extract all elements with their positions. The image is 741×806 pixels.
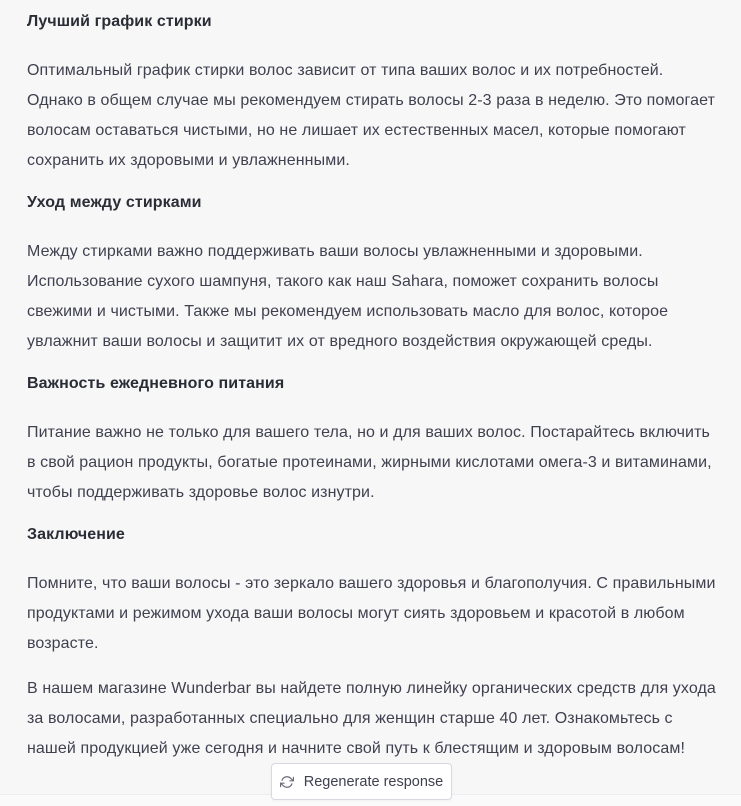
section-heading: Заключение <box>27 526 125 543</box>
paragraph: Помните, что ваши волосы - это зеркало вашего здоровья и благополучия. С правильными продуктами и режимом ухода ваши волосы могут сиять здоровьем и красотой в любом возрасте. <box>27 575 716 652</box>
paragraph: Питание важно не только для вашего тела, но и для ваших волос. Постарайтесь включить в свой рацион продукты, богатые протеинами, жирными кислотами омега-3 и витаминами, чтобы поддерживать здоровье волос изнутри. <box>27 424 712 501</box>
paragraph: В нашем магазине Wunderbar вы найдете полную линейку органических средств для ухода за волосами, разработанных специально для женщин старше 40 лет. Ознакомьтесь с нашей продукцией уже сегодня и начните свой путь к блестящим и здоровым волосам! <box>27 680 716 757</box>
paragraph: Оптимальный график стирки волос зависит от типа ваших волос и их потребностей. Однако в общем случае мы рекомендуем стирать волосы 2-3 раза в неделю. Это помогает волосам оставаться чистыми, но не лишает их естественных масел, которые помогают сохранить их здоровыми и увлажненными. <box>27 62 715 169</box>
section-daily-nutrition <box>27 372 717 508</box>
regenerate-response-button[interactable] <box>271 763 452 800</box>
regenerate-label: Regenerate response <box>303 773 444 790</box>
section-heading: Лучший график стирки <box>27 13 212 30</box>
refresh-cw-icon <box>280 775 294 789</box>
paragraph: Между стирками важно поддерживать ваши волосы увлажненными и здоровыми. Использование сухого шампуня, такого как наш Sahara, поможет сохранить волосы свежими и чистыми. Также мы рекомендуем использовать масло для волос, которое увлажнит ваши волосы и защитит их от вредного воздействия окружающей среды. <box>27 243 669 350</box>
section-heading: Важность ежедневного питания <box>27 375 285 392</box>
section-heading: Уход между стирками <box>27 194 202 211</box>
section-care-between-washes <box>27 191 717 357</box>
section-best-wash-schedule <box>27 10 717 176</box>
section-conclusion <box>27 523 717 764</box>
